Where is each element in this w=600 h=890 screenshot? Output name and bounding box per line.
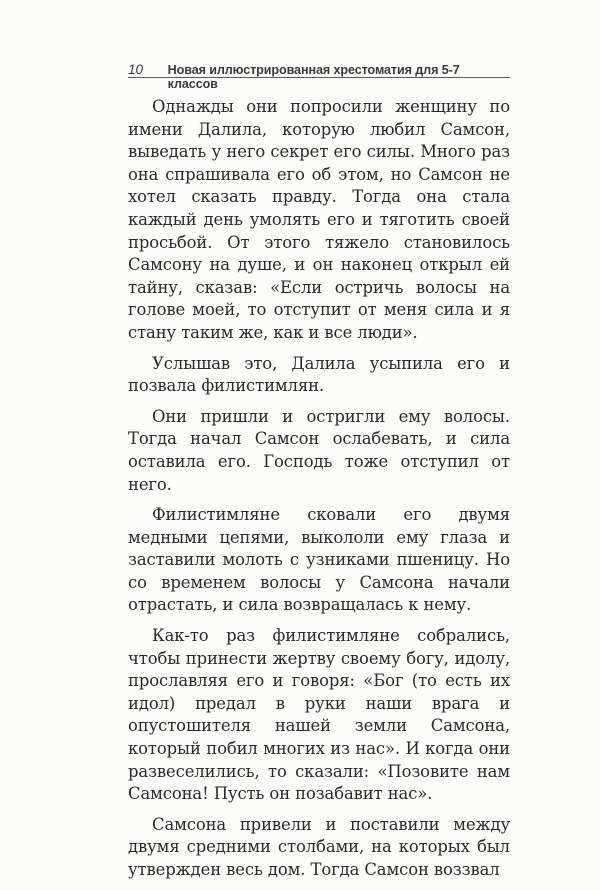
header-divider [128, 77, 510, 78]
book-title: Новая иллюстрированная хрестоматия для 5-7 классов [167, 63, 460, 91]
paragraph: Услышав это, Далила усыпила его и позвала филистимлян. [128, 353, 510, 396]
paragraph: Как-то раз филистимляне собрались, чтобы принести жертву своему богу, идолу, прославляя его и говоря: «Бог (то есть их идол) предал в руки наши врага и опустошителя нашей земли Самсона, который побил многих из нас». И когда они развеселились, то сказали: «Позовите нам Самсона! Пусть он позабавит нас». [128, 626, 510, 804]
paragraph: Они пришли и остригли ему волосы. Тогда начал Самсон ослабевать, и сила оставила его. Господь тоже отступил от него. [128, 406, 510, 494]
page-number: 10 [128, 62, 144, 77]
paragraph: Самсона привели и поставили между двумя средними столбами, на которых был утвержден весь дом. Тогда Самсон воззвал [128, 814, 510, 879]
paragraph: Филистимляне сковали его двумя медными цепями, выкололи ему глаза и заставили молоть с узниками пшеницу. Но со временем волосы у Самсона начали отрастать, и сила возвращалась к нему. [128, 505, 510, 615]
paragraph: Однажды они попросили женщину по имени Далила, которую любил Самсон, выведать у него секрет его силы. Много раз она спрашивала его об этом, но Самсон не хотел сказать правду. Тогда она стала каждый день умолять его и тяготить своей просьбой. От этого тяжело становилось Самсону на душе, и он наконец открыл ей тайну, сказав: «Если остричь волосы на голове моей, то отступит от меня сила и я стану таким же, как и все люди». [128, 97, 510, 342]
text-body [128, 96, 510, 890]
